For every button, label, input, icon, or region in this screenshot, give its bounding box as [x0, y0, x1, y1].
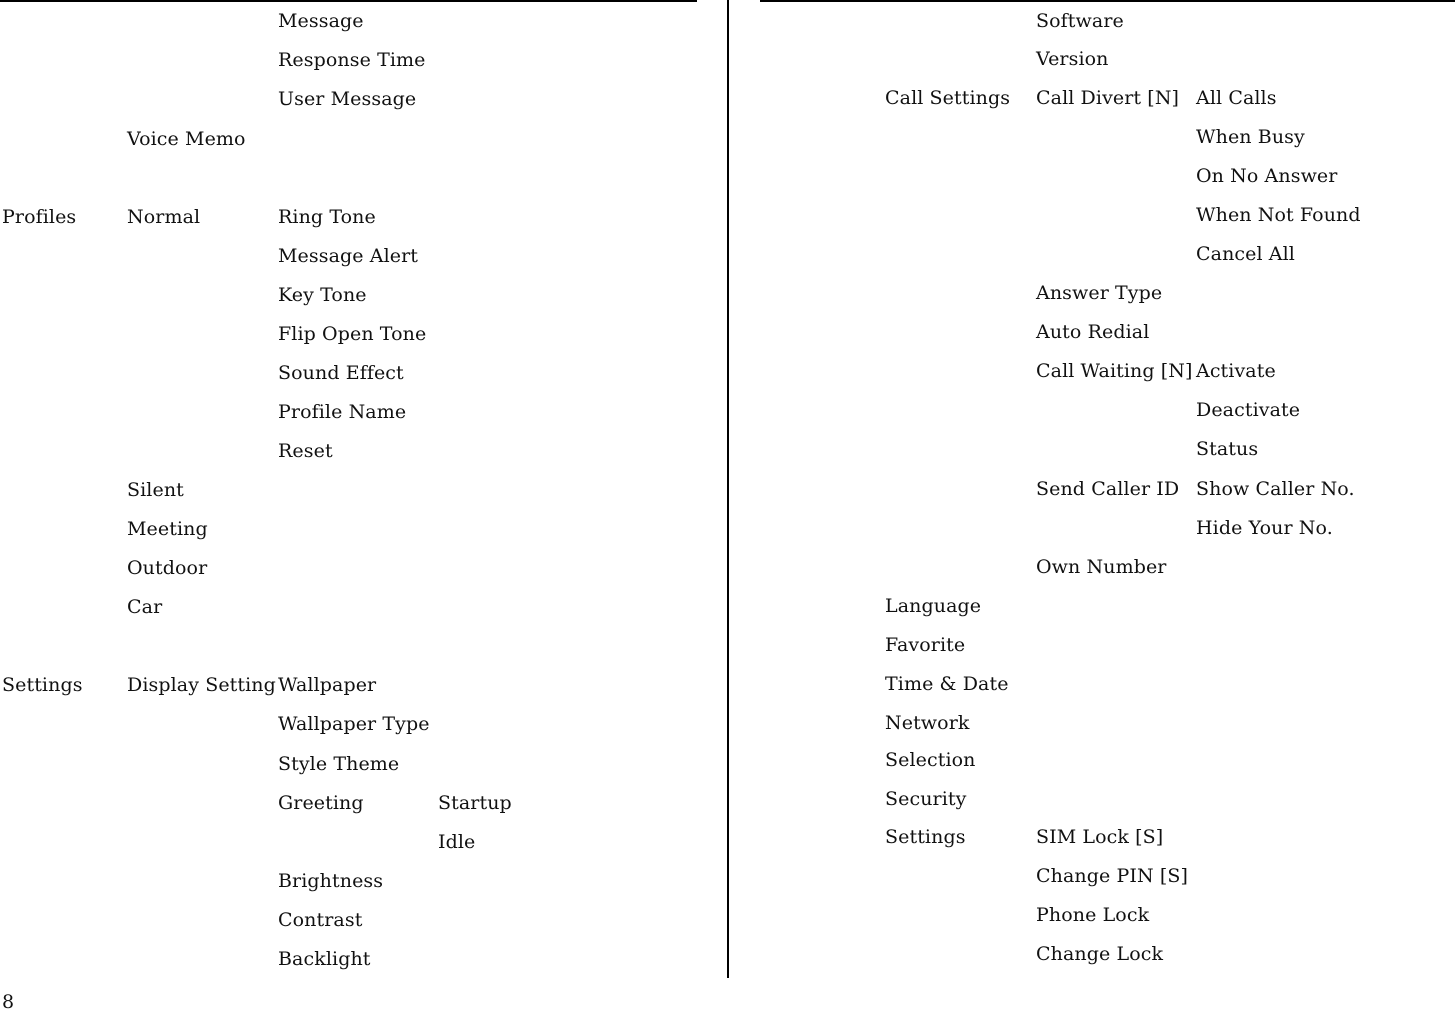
menu-item-level-3: Version [1036, 48, 1109, 70]
menu-item-level-2: Display Setting [127, 674, 276, 696]
menu-row [760, 391, 1455, 430]
menu-row [0, 198, 697, 237]
menu-row [760, 2, 1455, 41]
menu-row [0, 354, 697, 393]
menu-row [0, 41, 697, 80]
center-divider [727, 0, 729, 978]
menu-item-level-3: Brightness [278, 870, 384, 892]
menu-item-level-3: Change PIN [S] [1036, 865, 1188, 887]
menu-item-level-3: Call Divert [N] [1036, 87, 1180, 109]
menu-item-level-2: Voice Memo [127, 128, 246, 150]
menu-item-level-3: SIM Lock [S] [1036, 826, 1164, 848]
menu-row [0, 471, 697, 510]
menu-row [0, 432, 697, 471]
menu-row [0, 745, 697, 784]
menu-item-level-3: Auto Redial [1036, 321, 1150, 343]
menu-item-level-3: Backlight [278, 948, 371, 970]
menu-row [760, 470, 1455, 509]
menu-item-level-3: Contrast [278, 909, 363, 931]
page-number: 8 [2, 991, 15, 1013]
menu-row [0, 666, 697, 705]
menu-item-level-4: All Calls [1196, 87, 1277, 109]
menu-row [760, 430, 1455, 469]
right-page [760, 0, 1455, 978]
menu-item-level-2: Settings [885, 826, 966, 848]
menu-row [760, 857, 1455, 896]
menu-item-level-4: Show Caller No. [1196, 478, 1355, 500]
menu-item-level-3: Ring Tone [278, 206, 376, 228]
menu-item-level-3: Flip Open Tone [278, 323, 427, 345]
menu-item-level-3: Message Alert [278, 245, 419, 267]
menu-row [760, 40, 1455, 79]
menu-item-level-2: Network [885, 712, 970, 734]
menu-item-level-2: Silent [127, 479, 184, 501]
menu-item-level-3: Call Waiting [N] [1036, 360, 1193, 382]
menu-row [0, 120, 697, 159]
menu-item-level-1: Settings [2, 674, 83, 696]
menu-item-level-4: On No Answer [1196, 165, 1338, 187]
menu-row [0, 159, 697, 198]
menu-row [0, 862, 697, 901]
menu-row [0, 510, 697, 549]
menu-item-level-3: Software [1036, 10, 1124, 32]
menu-item-level-2: Normal [127, 206, 201, 228]
menu-item-level-2: Call Settings [885, 87, 1011, 109]
menu-item-level-3: Response Time [278, 49, 426, 71]
menu-row [0, 901, 697, 940]
menu-row [0, 2, 697, 41]
menu-item-level-2: Favorite [885, 634, 966, 656]
menu-item-level-3: Reset [278, 440, 333, 462]
menu-row [0, 588, 697, 627]
menu-row [0, 237, 697, 276]
menu-item-level-4: Idle [438, 831, 476, 853]
menu-item-level-4: Cancel All [1196, 243, 1295, 265]
menu-row [0, 784, 697, 823]
menu-row [0, 627, 697, 666]
menu-row [760, 741, 1455, 780]
menu-row [760, 935, 1455, 974]
menu-row [760, 548, 1455, 587]
menu-item-level-3: User Message [278, 88, 417, 110]
menu-item-level-3: Message [278, 10, 364, 32]
menu-row [760, 352, 1455, 391]
menu-row [760, 780, 1455, 819]
menu-item-level-3: Answer Type [1036, 282, 1163, 304]
menu-item-level-3: Change Lock [1036, 943, 1164, 965]
menu-item-level-2: Language [885, 595, 982, 617]
menu-row [760, 196, 1455, 235]
menu-row [760, 818, 1455, 857]
menu-row [0, 705, 697, 744]
menu-item-level-3: Wallpaper Type [278, 713, 430, 735]
menu-row [760, 313, 1455, 352]
menu-item-level-2: Car [127, 596, 163, 618]
menu-item-level-1: Profiles [2, 206, 77, 228]
menu-row [760, 118, 1455, 157]
menu-row [760, 626, 1455, 665]
menu-item-level-3: Phone Lock [1036, 904, 1150, 926]
menu-item-level-4: Activate [1196, 360, 1276, 382]
menu-row [760, 509, 1455, 548]
menu-item-level-3: Key Tone [278, 284, 367, 306]
menu-item-level-2: Security [885, 788, 967, 810]
menu-row [0, 393, 697, 432]
menu-row [0, 315, 697, 354]
menu-item-level-3: Wallpaper [278, 674, 377, 696]
menu-item-level-4: When Not Found [1196, 204, 1361, 226]
menu-row [760, 79, 1455, 118]
menu-item-level-2: Outdoor [127, 557, 208, 579]
menu-row [0, 940, 697, 979]
menu-item-level-2: Meeting [127, 518, 208, 540]
menu-item-level-3: Greeting [278, 792, 364, 814]
menu-row [760, 896, 1455, 935]
menu-item-level-4: Status [1196, 438, 1259, 460]
menu-item-level-3: Own Number [1036, 556, 1167, 578]
menu-row [760, 587, 1455, 626]
menu-row [0, 80, 697, 119]
menu-row [760, 157, 1455, 196]
menu-item-level-3: Profile Name [278, 401, 407, 423]
menu-item-level-2: Time & Date [885, 673, 1009, 695]
menu-row [760, 274, 1455, 313]
menu-item-level-3: Send Caller ID [1036, 478, 1180, 500]
menu-item-level-4: Startup [438, 792, 512, 814]
menu-item-level-2: Selection [885, 749, 976, 771]
menu-item-level-4: When Busy [1196, 126, 1305, 148]
left-page [0, 0, 697, 978]
menu-row [0, 549, 697, 588]
menu-row [760, 704, 1455, 743]
menu-item-level-3: Sound Effect [278, 362, 404, 384]
menu-row [760, 665, 1455, 704]
menu-item-level-3: Style Theme [278, 753, 400, 775]
menu-row [0, 823, 697, 862]
menu-row [760, 235, 1455, 274]
menu-item-level-4: Deactivate [1196, 399, 1301, 421]
menu-item-level-4: Hide Your No. [1196, 517, 1333, 539]
menu-row [0, 276, 697, 315]
